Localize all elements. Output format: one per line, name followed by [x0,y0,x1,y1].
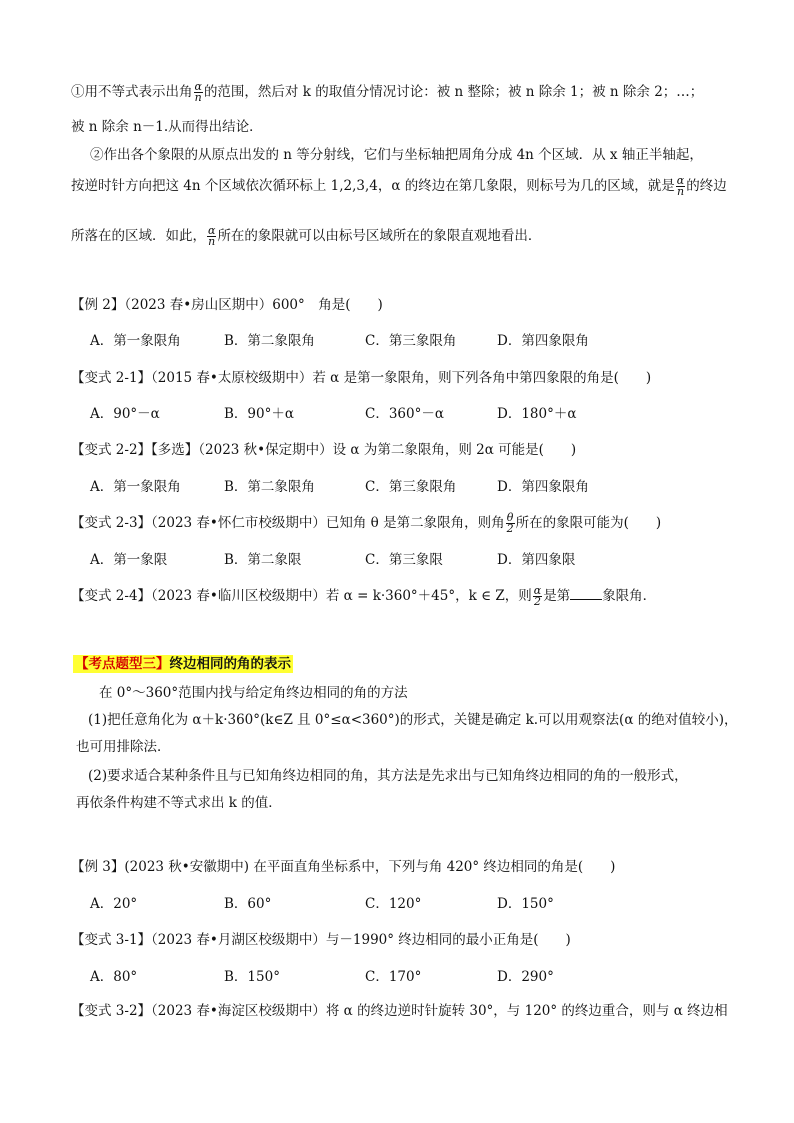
question-text: 是第 [543,588,571,604]
section-3-para-1: 在 0°～360°范围内找与给定角终边相同的角的方法 [99,685,408,701]
question-text: 象限角． [602,588,657,604]
option-b[interactable]: B．150° [224,969,280,985]
intro-line-3: ②作出各个象限的从原点出发的 n 等分射线，它们与坐标轴把周角分成 4n 个区域．从 x 轴正半轴起， [90,147,703,163]
variant-2-3-title [71,513,661,534]
fraction-alpha-over-n: $\frac{\alpha}{n}$ [208,224,216,248]
option-b[interactable]: B．第二象限角 [224,479,315,495]
option-d[interactable]: D．290° [497,969,554,985]
option-b[interactable]: B．90°＋α [224,406,294,422]
option-d[interactable]: D．第四象限角 [497,333,589,349]
intro-line-2: 被 n 除余 n－1.从而得出结论． [71,119,263,135]
option-d[interactable]: D．180°＋α [497,406,577,422]
section-3-para-2: (1)把任意角化为 α＋k·360°(k∈Z 且 0°≤α<360°)的形式，关键是确定 k.可以用观察法(α 的绝对值较小)， [88,712,738,728]
question-text: 【变式 2-3】（2023 春•怀仁市校级期中）已知角 θ 是第二象限角，则角 [71,515,505,531]
intro-text: 所落在的区域．如此， [71,228,206,244]
intro-text: ①用不等式表示出角 [71,84,193,100]
option-d[interactable]: D．第四象限 [497,552,576,568]
variant-2-2-title: 【变式 2-2】【多选】（2023 秋•保定期中）设 α 为第二象限角，则 2α 可能是( ) [71,442,577,458]
option-b[interactable]: B．第二象限 [224,552,302,568]
fraction-alpha-over-2: $\frac{\alpha}{2}$ [533,584,542,608]
question-text: 所在的象限可能为( ) [515,515,662,531]
option-b[interactable]: B．60° [224,896,272,912]
option-c[interactable]: C．360°－α [365,406,444,422]
variant-2-2-options [90,478,740,496]
option-d[interactable]: D．150° [497,896,554,912]
fraction-theta-over-2: $\frac{\theta}{2}$ [506,511,514,535]
variant-2-3-options [90,551,740,569]
example-2-options [90,332,740,350]
fraction-alpha-over-n: $\frac{\alpha}{n}$ [194,80,202,104]
option-c[interactable]: C．第三象限 [365,552,443,568]
intro-text: 的终边 [686,178,727,194]
example-2-title: 【例 2】（2023 春•房山区期中）600° 角是( ) [71,297,383,313]
intro-text: 所在的象限就可以由标号区域所在的象限直观地看出． [217,228,542,244]
section-tag: 【考点题型三】 [75,656,170,672]
intro-line-1 [71,82,703,103]
intro-line-5 [71,226,541,247]
intro-line-4 [71,176,727,197]
section-3-header [73,655,293,673]
intro-text: 按逆时针方向把这 4n 个区域依次循环标上 1,2,3,4，α 的终边在第几象限，则标号为几的区域，就是 [71,178,675,194]
variant-2-1-title: 【变式 2-1】（2015 春•太原校级期中）若 α 是第一象限角，则下列各角中第四象限的角是( ) [71,370,652,386]
section-title: 终边相同的角的表示 [169,656,291,672]
option-a[interactable]: A．90°－α [90,406,160,422]
option-d[interactable]: D．第四象限角 [497,479,589,495]
fraction-alpha-over-n: $\frac{\alpha}{n}$ [676,174,685,198]
intro-text: 的范围，然后对 k 的取值分情况讨论：被 n 整除；被 n 除余 1；被 n 除余 2；…； [203,84,704,100]
example-3-options [90,895,740,913]
variant-3-1-options [90,968,740,986]
section-3-para-3: 也可用排除法． [76,739,171,755]
option-c[interactable]: C．第三象限角 [365,333,457,349]
section-3-para-5: 再依条件构建不等式求出 k 的值． [76,795,282,811]
option-a[interactable]: A．20° [90,896,138,912]
option-c[interactable]: C．第三象限角 [365,479,457,495]
variant-2-4-title [71,586,656,607]
example-3-title: 【例 3】(2023 秋•安徽期中) 在平面直角坐标系中，下列与角 420° 终边相同的角是( ) [71,859,616,875]
option-c[interactable]: C．120° [365,896,422,912]
option-a[interactable]: A．第一象限 [90,552,168,568]
variant-3-1-title: 【变式 3-1】（2023 春•月湖区校级期中）与－1990° 终边相同的最小正角是( ) [71,932,571,948]
variant-3-2-title: 【变式 3-2】（2023 春•海淀区校级期中）将 α 的终边逆时针旋转 30°，与 120° 的终边重合，则与 α 终边相 [71,1003,728,1019]
variant-2-1-options [90,405,740,423]
section-3-para-4: (2)要求适合某种条件且与已知角终边相同的角，其方法是先求出与已知角终边相同的角的一般形式， [88,768,688,784]
option-a[interactable]: A．80° [90,969,138,985]
option-a[interactable]: A．第一象限角 [90,479,181,495]
option-a[interactable]: A．第一象限角 [90,333,181,349]
answer-blank[interactable] [570,587,602,600]
option-c[interactable]: C．170° [365,969,422,985]
option-b[interactable]: B．第二象限角 [224,333,315,349]
question-text: 【变式 2-4】（2023 春•临川区校级期中）若 α = k·360°＋45°，k ∈ Z，则 [71,588,532,604]
